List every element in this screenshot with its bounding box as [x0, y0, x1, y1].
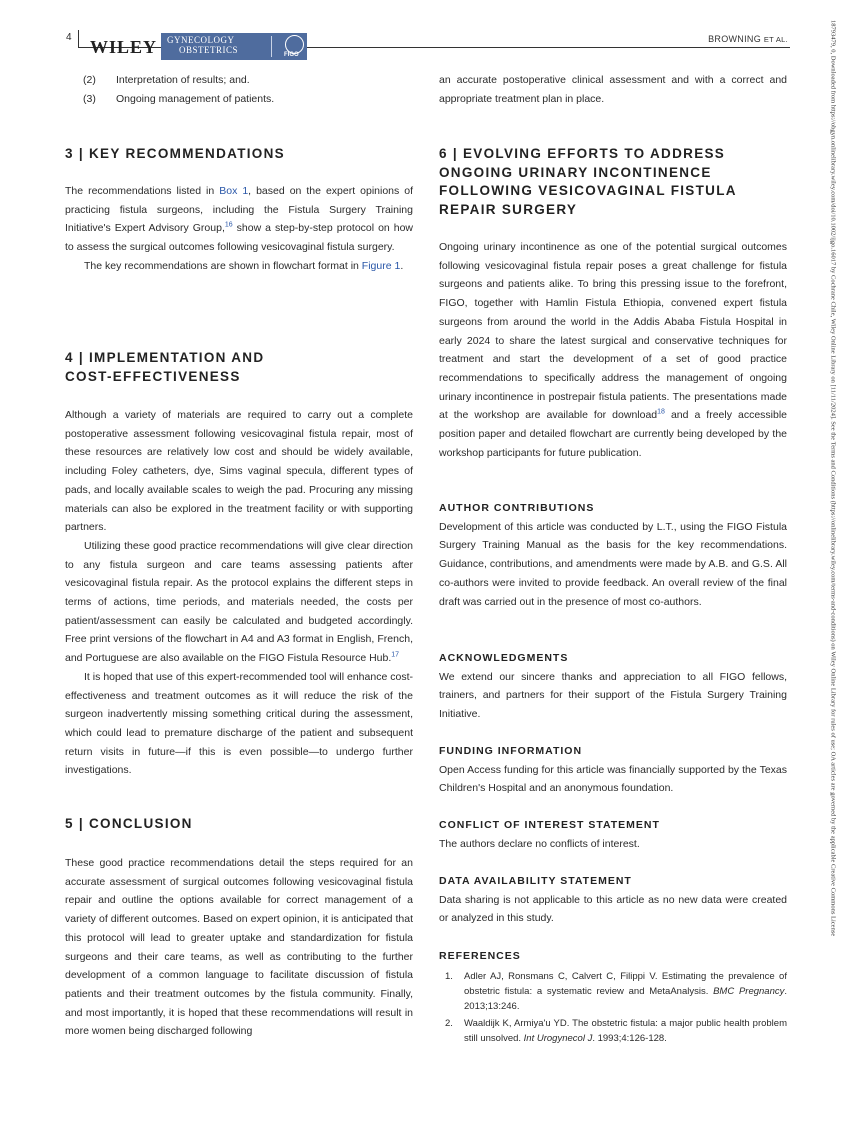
list-text: Interpretation of results; and.: [116, 74, 250, 86]
section-3-body: [65, 182, 413, 276]
text: show a step-by-step protocol on how to assess the surgical outcomes following vesicovaginal fistula surgery.: [65, 222, 413, 254]
heading-line: FOLLOWING VESICOVAGINAL FISTULA: [439, 183, 737, 198]
journal-name: Int Urogynecol J: [523, 1032, 593, 1044]
list-text: Ongoing management of patients.: [116, 92, 275, 105]
journal-banner: [161, 33, 307, 60]
paragraph: The authors declare no conflicts of interest.: [439, 837, 640, 850]
authors-main: BROWNING: [708, 34, 761, 44]
text: , based on the expert opinions of practicing fistula surgeons, including the Fistula Surgery Training Initiative's Expert Advisory Group,: [65, 185, 414, 235]
author-contributions: [439, 499, 787, 611]
header-tick: [78, 30, 79, 48]
reference-item: [439, 969, 787, 1014]
download-notice: 18793479, 0, Downloaded from https://obgyn.onlinelibrary.wiley.com/doi/10.1002/ijgo.16017 by Cochrane Chile, Wiley Online Library on [11/11/2024]. See the Terms and Conditions (https://onlinelibrary.wiley.com/terms-and-conditions) on Wiley Online Library for rules of use; OA articles are governed by the applicable Creative Commons License: [829, 20, 837, 937]
paragraph: Open Access funding for this article was financially supported by the Texas Children's Hospital and an anonymous foundation.: [439, 763, 787, 795]
heading-line: ONGOING URINARY INCONTINENCE: [439, 164, 712, 180]
ref-num: 1.: [445, 970, 453, 982]
reference-item: [439, 1016, 787, 1046]
journal-name: BMC Pregnancy: [713, 985, 785, 997]
subheading: AUTHOR CONTRIBUTIONS: [439, 502, 595, 514]
text: Waaldijk K, Armiya'u YD. The obstetric fistula: a major public health problem still unsolved.: [464, 1017, 787, 1044]
figure-1-link[interactable]: Figure 1: [361, 259, 401, 272]
heading-line: 6 | EVOLVING EFFORTS TO ADDRESS: [439, 146, 726, 161]
section-5-heading: 5 | CONCLUSION: [65, 816, 193, 831]
section-5-body: [65, 854, 413, 1041]
list-num: (3): [83, 92, 96, 105]
section-6-body: [439, 238, 787, 462]
list-item: [65, 71, 413, 90]
left-list: [65, 71, 413, 108]
text: Adler AJ, Ronsmans C, Calvert C, Filippi V. Estimating the prevalence of obstetric fistula: a systematic review and MetaAnalysis.: [464, 970, 787, 997]
ref-num: 2.: [445, 1017, 453, 1029]
funding-information: [439, 742, 787, 798]
right-continuation: [439, 71, 787, 108]
list-num: (2): [83, 74, 96, 86]
text: .: [400, 259, 404, 272]
data-availability: [439, 872, 787, 928]
section-4-body: [65, 406, 413, 780]
box-1-link[interactable]: Box 1: [219, 185, 249, 197]
citation-17[interactable]: 17: [391, 651, 400, 659]
paragraph: Data sharing is not applicable to this article as no new data were created or analyzed in this study.: [439, 893, 787, 925]
text: . 2013;13:246.: [464, 985, 787, 1012]
subheading: CONFLICT OF INTEREST STATEMENT: [439, 819, 660, 831]
text: The key recommendations are shown in flowchart format in: [84, 259, 362, 272]
figo-label: FIGO: [284, 52, 299, 58]
running-authors: [708, 34, 788, 44]
text: . 1993;4:126-128.: [592, 1032, 667, 1044]
conflict-of-interest: [439, 816, 787, 853]
text: Utilizing these good practice recommendations will give clear direction to any fistula surgeon and care teams assessing patients after vesicovaginal fistula repair. As the protocol explains the different steps in terms of actions, time periods, and materials needed, the costs per patient/assessment can easily be calculated and budgeted accordingly. Free print versions of the flowchart in A4 and A3 format in English, French, and Portuguese are also available on the FIGO Fistula Resource Hub.: [65, 539, 413, 665]
heading-line: 4 | IMPLEMENTATION AND: [65, 350, 265, 365]
citation-18[interactable]: 18: [657, 408, 665, 416]
heading-line: REPAIR SURGERY: [439, 201, 578, 217]
wiley-logo: WILEY: [90, 37, 158, 57]
authors-suffix: ET AL.: [763, 35, 788, 44]
download-sidebar: [823, 20, 843, 1105]
text: and a freely accessible position paper and detailed flowchart are currently being developed by the workshop participants for future publication.: [439, 409, 788, 459]
paragraph: We extend our sincere thanks and appreciation to all FIGO fellows, trainers, and partners for their support of the Fistula Surgery Training Initiative.: [439, 670, 787, 721]
page-number: 4: [66, 32, 72, 43]
subheading: FUNDING INFORMATION: [439, 745, 583, 757]
subheading: DATA AVAILABILITY STATEMENT: [439, 875, 632, 887]
section-3-heading: 3 | KEY RECOMMENDATIONS: [65, 146, 285, 161]
paragraph: Development of this article was conducted by L.T., using the FIGO Fistula Surgery Training Manual as the basis for the key recommendations. Guidance, contributions, and amendments were made by A.B. and G.S. All co-authors were invited to provide feedback. An overall review of the final draft was carried out in the presence of most co-authors.: [439, 520, 787, 608]
paragraph: Although a variety of materials are required to carry out a complete postoperative assessment following vesicovaginal fistula repair, most of these resources are relatively low cost and should be widely available, including Foley catheters, dye, Sims vaginal specula, different types of pads, and locally available scales to weigh the pad. Procuring any missing materials can also be explored in the treatment facility or with supporting partners.: [65, 409, 413, 534]
paragraph: an accurate postoperative clinical assessment and with a correct and appropriate treatment plan in place.: [439, 74, 787, 105]
text: The recommendations listed in: [65, 185, 220, 197]
paragraph: It is hoped that use of this expert-recommended tool will enhance cost-effectiveness and treatment outcomes as it will reduce the risk of the surgeon inadvertently missing something critical during the assessment, which could lead to premature discharge of the patient and subsequent return visits in future—if this is even possible—to undergo further investigations.: [65, 670, 413, 777]
section-4-heading: [65, 349, 413, 386]
journal-title-line1: GYNECOLOGY: [167, 35, 235, 45]
journal-title-line2: OBSTETRICS: [179, 45, 239, 55]
banner-divider: [271, 36, 272, 57]
citation-16[interactable]: 16: [224, 221, 233, 229]
list-item: [65, 90, 413, 109]
text: Ongoing urinary incontinence as one of the potential surgical outcomes following vesicovaginal fistula repair poses a great challenge for fistula surgeons and patients alike. To bring this pressing issue to the forefront, FIGO, together with Hamlin Fistula Ethiopia, convened expert fistula surgeons from around the world in the Addis Ababa Fistula Hospital in early 2024 to share the latest surgical and conservative techniques for treatment and start the development of a set of good practice recommendations to specifically address the management of ongoing urinary incontinence in postrepair fistula patients. The presentations made at the workshop are available for download: [439, 241, 787, 422]
references: [439, 947, 787, 1046]
paragraph: These good practice recommendations detail the steps required for an accurate assessment of surgical outcomes following vesicovaginal fistula repair and outline the options available for correct management of a variety of different outcomes. Based on expert opinion, it is anticipated that this protocol will lead to greater uptake and standardization for fistula surgeons and their care teams, as well as contributing to the further development of a common language to facilitate discussion of fistula patients and their treatment outcomes by the fistula community. Finally, and most importantly, it is hoped that these recommendations will result in more women being discharged following: [65, 857, 413, 1038]
subheading: REFERENCES: [439, 950, 521, 962]
section-6-heading: [439, 145, 787, 219]
heading-line: COST-EFFECTIVENESS: [65, 368, 241, 384]
acknowledgments: [439, 649, 787, 724]
subheading: ACKNOWLEDGMENTS: [439, 652, 569, 664]
